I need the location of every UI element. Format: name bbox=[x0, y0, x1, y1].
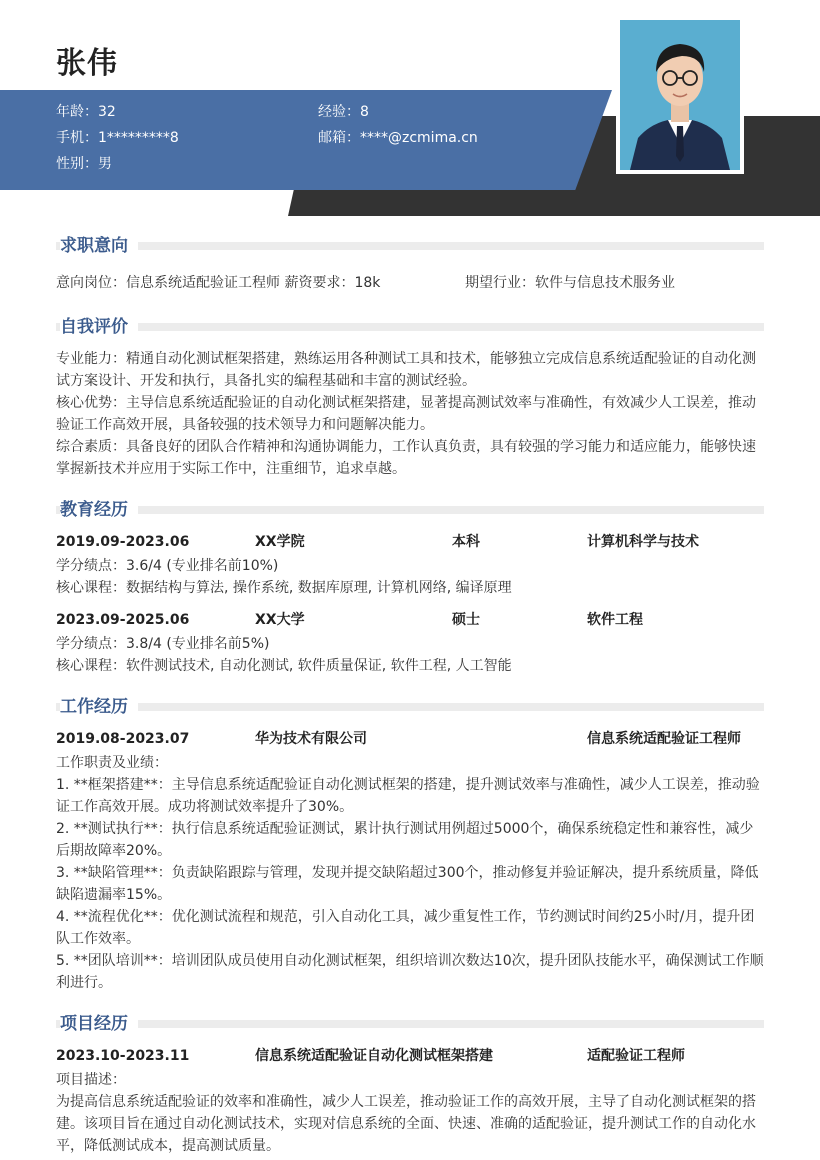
edu-school: XX大学 bbox=[255, 612, 305, 628]
profile-photo-frame bbox=[616, 16, 744, 174]
work-item: 2. **测试执行**：执行信息系统适配验证测试，累计执行测试用例超过5000个，确保系统稳定性和兼容性，减少后期故障率20%。 bbox=[56, 821, 754, 859]
project-desc: 为提高信息系统适配验证的效率和准确性，减少人工误差，推动验证工作的高效开展，主导了自动化测试框架的搭建。该项目旨在通过自动化测试技术，实现对信息系统的全面、快速、准确的适配验证，提升测试工作的自动化水平，降低测试成本，提高测试质量。 bbox=[56, 1094, 756, 1154]
work-period: 2019.08-2023.07 bbox=[56, 731, 190, 747]
edu-gpa: 学分绩点：3.6/4 (专业排名前10%) bbox=[56, 558, 279, 574]
section-education bbox=[56, 498, 764, 522]
work-item: 3. **缺陷管理**：负责缺陷跟踪与管理，发现并提交缺陷超过300个，推动修复并验证解决，提升系统质量，降低缺陷遗漏率15%。 bbox=[56, 865, 759, 903]
avatar-portrait-icon bbox=[620, 20, 740, 170]
email-text: 邮箱：****@zcmima.cn bbox=[318, 130, 478, 146]
work-company: 华为技术有限公司 bbox=[255, 731, 367, 747]
section-title: 自我评价 bbox=[60, 315, 138, 339]
candidate-name: 张伟 bbox=[56, 46, 118, 81]
project-name: 信息系统适配验证自动化测试框架搭建 bbox=[255, 1048, 493, 1064]
section-bar bbox=[56, 323, 764, 331]
resume-header bbox=[0, 0, 820, 220]
section-bar bbox=[56, 1020, 764, 1028]
edu-degree: 硕士 bbox=[452, 612, 480, 628]
edu-degree: 本科 bbox=[452, 534, 480, 550]
intent-position-salary: 意向岗位：信息系统适配验证工程师 薪资要求：18k bbox=[56, 275, 381, 291]
work-item: 4. **流程优化**：优化测试流程和规范，引入自动化工具，减少重复性工作，节约测试时间约25小时/月，提升团队工作效率。 bbox=[56, 909, 755, 947]
self-eval-professional: 专业能力：精通自动化测试框架搭建，熟练运用各种测试工具和技术，能够独立完成信息系统适配验证的自动化测试方案设计、开发和执行，具备扎实的编程基础和丰富的测试经验。 bbox=[56, 351, 756, 389]
section-project bbox=[56, 1012, 764, 1036]
edu-courses: 核心课程：数据结构与算法, 操作系统, 数据库原理, 计算机网络, 编译原理 bbox=[56, 580, 512, 596]
profile-photo bbox=[620, 20, 740, 170]
edu-courses: 核心课程：软件测试技术, 自动化测试, 软件质量保证, 软件工程, 人工智能 bbox=[56, 658, 512, 674]
edu-school: XX学院 bbox=[255, 534, 305, 550]
section-title: 教育经历 bbox=[60, 498, 138, 522]
work-item: 1. **框架搭建**：主导信息系统适配验证自动化测试框架的搭建，提升测试效率与准确性，减少人工误差，推动验证工作高效开展。成功将测试效率提升了30%。 bbox=[56, 777, 760, 815]
project-intro: 项目描述： bbox=[56, 1072, 126, 1088]
section-self-eval bbox=[56, 315, 764, 339]
edu-period: 2019.09-2023.06 bbox=[56, 534, 190, 550]
age-text: 年龄：32 bbox=[56, 104, 116, 120]
gender-text: 性别：男 bbox=[56, 156, 112, 172]
section-intent bbox=[56, 234, 764, 258]
work-intro: 工作职责及业绩： bbox=[56, 755, 168, 771]
section-title: 工作经历 bbox=[60, 695, 138, 719]
section-title: 求职意向 bbox=[60, 234, 138, 258]
section-bar bbox=[56, 242, 764, 250]
edu-gpa: 学分绩点：3.8/4 (专业排名前5%) bbox=[56, 636, 270, 652]
section-bar bbox=[56, 703, 764, 711]
section-title: 项目经历 bbox=[60, 1012, 138, 1036]
edu-major: 计算机科学与技术 bbox=[587, 534, 699, 550]
experience-text: 经验：8 bbox=[318, 104, 369, 120]
intent-industry: 期望行业：软件与信息技术服务业 bbox=[465, 275, 675, 291]
phone-text: 手机：1*********8 bbox=[56, 130, 179, 146]
section-bar bbox=[56, 506, 764, 514]
edu-period: 2023.09-2025.06 bbox=[56, 612, 190, 628]
edu-major: 软件工程 bbox=[587, 612, 643, 628]
work-role: 信息系统适配验证工程师 bbox=[587, 731, 741, 747]
self-eval-quality: 综合素质：具备良好的团队合作精神和沟通协调能力，工作认真负责，具有较强的学习能力和适应能力，能够快速掌握新技术并应用于实际工作中，注重细节，追求卓越。 bbox=[56, 439, 756, 477]
project-period: 2023.10-2023.11 bbox=[56, 1048, 190, 1064]
section-work bbox=[56, 695, 764, 719]
work-item: 5. **团队培训**：培训团队成员使用自动化测试框架，组织培训次数达10次，提升团队技能水平，确保测试工作顺利进行。 bbox=[56, 953, 764, 991]
project-role: 适配验证工程师 bbox=[587, 1048, 685, 1064]
self-eval-strength: 核心优势：主导信息系统适配验证的自动化测试框架搭建，显著提高测试效率与准确性，有效减少人工误差，推动验证工作高效开展，具备较强的技术领导力和问题解决能力。 bbox=[56, 395, 756, 433]
